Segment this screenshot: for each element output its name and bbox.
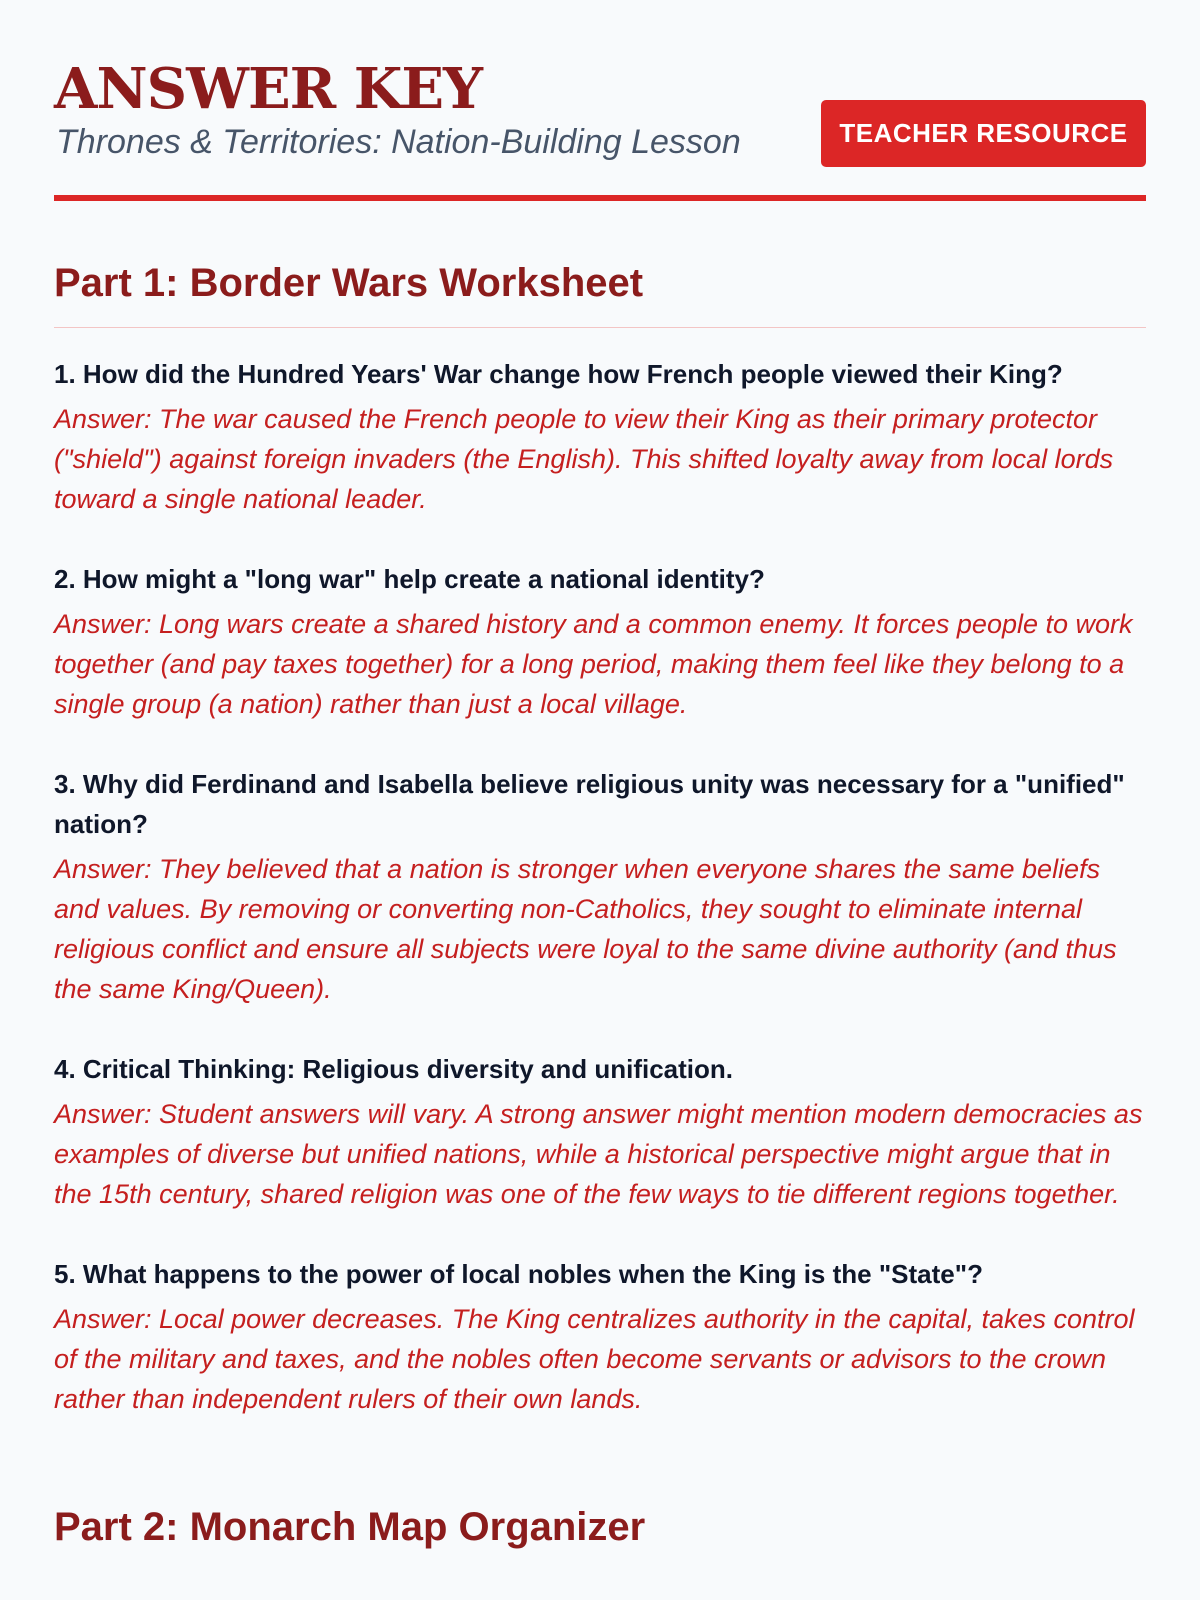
lesson-subtitle: Thrones & Territories: Nation-Building Lesson bbox=[56, 123, 741, 161]
question-list bbox=[54, 328, 1146, 1419]
answer-text: Answer: Local power decreases. The King centralizes authority in the capital, takes control of the military and taxes, and the nobles often become servants or advisors to the crown rather than independent rulers of their own lands. bbox=[54, 1304, 1135, 1414]
part-2-section bbox=[54, 1459, 1146, 1553]
teacher-resource-badge: TEACHER RESOURCE bbox=[821, 100, 1146, 167]
question-item-4 bbox=[54, 1049, 1146, 1214]
question-text: 1. How did the Hundred Years' War change how French people viewed their King? bbox=[54, 359, 1063, 389]
question-text: 2. How might a "long war" help create a national identity? bbox=[54, 564, 765, 594]
answer-text: Answer: Long wars create a shared history and a common enemy. It forces people to work together (and pay taxes together) for a long period, making them feel like they belong to a single group (a nation) rather than just a local village. bbox=[54, 609, 1133, 719]
question-text: 5. What happens to the power of local nobles when the King is the "State"? bbox=[54, 1259, 983, 1289]
question-item-1 bbox=[54, 354, 1146, 519]
part-1-section bbox=[54, 201, 1146, 1419]
header bbox=[54, 0, 1146, 201]
answer-text: Answer: Student answers will vary. A strong answer might mention modern democracies as examples of diverse but unified nations, while a historical perspective might argue that in the 15th century, shared religion was one of the few ways to tie different regions together. bbox=[54, 1099, 1143, 1209]
part-2-title: Part 2: Monarch Map Organizer bbox=[54, 1505, 646, 1549]
answer-text: Answer: The war caused the French people to view their King as their primary protector ("shield") against foreign invaders (the English). This shifted loyalty away from local lords toward a single national leader. bbox=[54, 404, 1114, 514]
question-item-2 bbox=[54, 559, 1146, 724]
answer-text: Answer: They believed that a nation is stronger when everyone shares the same beliefs and values. By removing or converting non-Catholics, they sought to eliminate internal religious conflict and ensure all subjects were loyal to the same divine authority (and thus the same King/Queen). bbox=[54, 854, 1117, 1004]
question-item-5 bbox=[54, 1254, 1146, 1419]
page-title: ANSWER KEY bbox=[54, 56, 483, 122]
part-1-title: Part 1: Border Wars Worksheet bbox=[54, 201, 1146, 328]
question-text: 3. Why did Ferdinand and Isabella believe religious unity was necessary for a "unified" nation? bbox=[54, 769, 1125, 839]
question-text: 4. Critical Thinking: Religious diversity and unification. bbox=[54, 1054, 733, 1084]
question-item-3 bbox=[54, 764, 1146, 1009]
